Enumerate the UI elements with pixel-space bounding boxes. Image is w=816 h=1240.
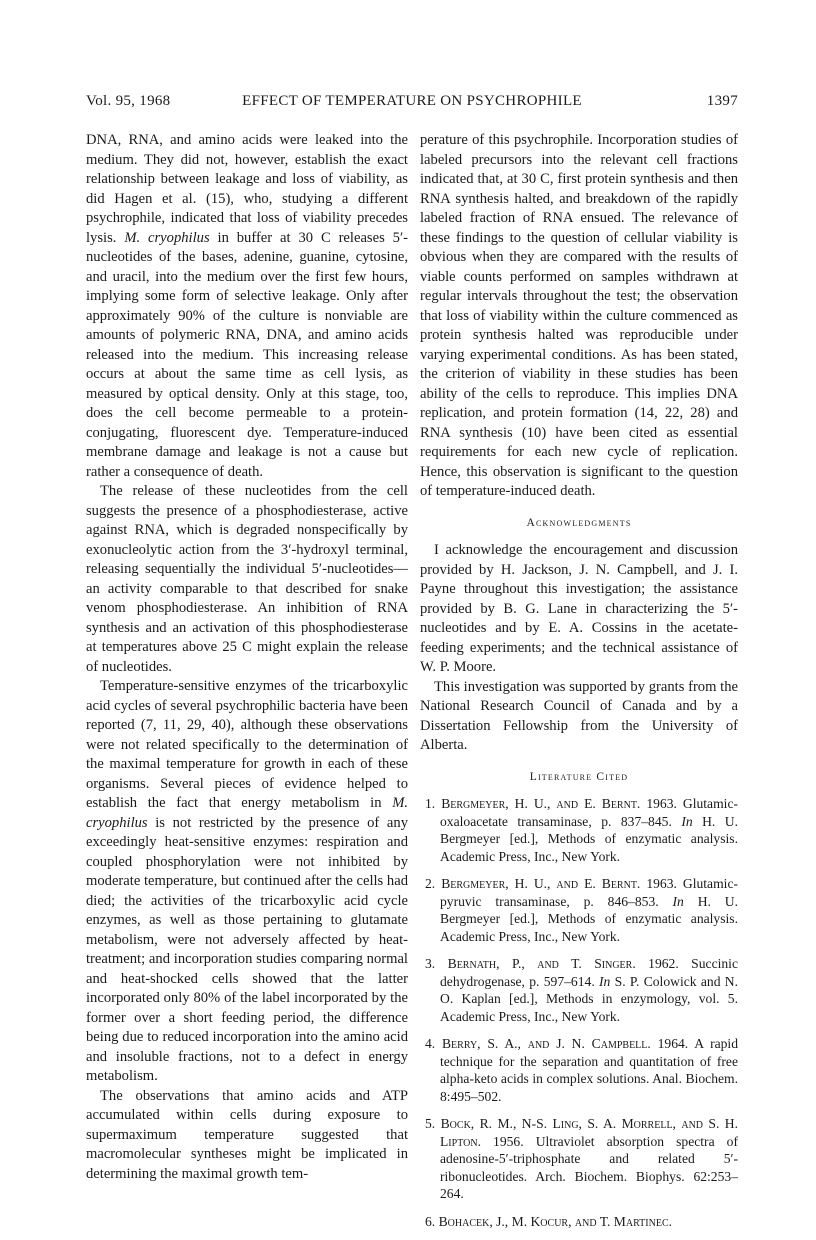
reference-item: 2. Bergmeyer, H. U., and E. Bernt. 1963. Glutamic-pyruvic transaminase, p. 846–853. In H. U. Bergmeyer [ed.], Methods of enzymatic analysis. Academic Press, Inc., New York. xyxy=(425,876,739,944)
volume-label: Vol. 95, 1968 xyxy=(86,93,171,109)
right-column xyxy=(420,131,738,1240)
reference-item: 1. Bergmeyer, H. U., and E. Bernt. 1963. Glutamic-oxaloacetate transaminase, p. 837–845. In H. U. Bergmeyer [ed.], Methods of enzymatic analysis. Academic Press, Inc., New York. xyxy=(425,796,739,864)
left-column xyxy=(86,131,408,1184)
reference-item: 5. Bock, R. M., N-S. Ling, S. A. Morrell, and S. H. Lipton. 1956. Ultraviolet absorption spectra of adenosine-5′-triphosphate and related 5′-ribonucleotides. Arch. Biochem. Biophys. 62:253–264. xyxy=(425,1116,739,1201)
running-header xyxy=(86,93,738,115)
funding-paragraph: This investigation was supported by grants from the National Research Council of Canada and by a Dissertation Fellowship from the University of Alberta. xyxy=(420,678,738,753)
page-number: 1397 xyxy=(706,93,738,109)
paragraph: The release of these nucleotides from the cell suggests the presence of a phosphodiesterase, active against RNA, which is degraded nonspecifically by exonucleolytic action from the 3′-hydroxyl terminal, releasing sequentially the individual 5′-nucleotides—an activity comparable to that described for snake venom phosphodiesterase. An inhibition of RNA synthesis and an activation of this phosphodiesterase at temperatures above 25 C might explain the release of nucleotides. xyxy=(86,483,408,675)
reference-item: 4. Berry, S. A., and J. N. Campbell. 1964. A rapid technique for the separation and quantitation of free alpha-keto acids in complex solutions. Anal. Biochem. 8:495–502. xyxy=(425,1036,738,1104)
paragraph: The observations that amino acids and ATP accumulated within cells during exposure to supermaximum temperature suggested that macromolecular syntheses might be implicated in determining the maximal growth tem- xyxy=(86,1087,408,1182)
reference-item: 6. Bohacek, J., M. Kocur, and T. Martinec. xyxy=(425,1213,673,1229)
reference-item: 3. Bernath, P., and T. Singer. 1962. Succinic dehydrogenase, p. 597–614. In S. P. Colowick and N. O. Kaplan [ed.], Methods in enzymology, vol. 5. Academic Press, Inc., New York. xyxy=(425,956,739,1024)
acknowledgments-paragraph: I acknowledge the encouragement and discussion provided by H. Jackson, J. N. Campbell, and J. I. Payne throughout this investigation; the assistance provided by B. G. Lane in characterizing the 5′-nucleotides and by E. A. Cossins in the acetate-feeding experiments; and the technical assistance of W. P. Moore. xyxy=(420,542,738,675)
reference-list xyxy=(420,795,738,1230)
acknowledgments-heading: Acknowledgments xyxy=(526,516,632,529)
paragraph: DNA, RNA, and amino acids were leaked into the medium. They did not, however, establish the exact relationship between leakage and loss of viability, as did Hagen et al. (15), who, studying a different psychrophile, indicated that loss of viability precedes lysis. M. cryophilus in buffer at 30 C releases 5′-nucleotides of the bases, adenine, guanine, cytosine, and uracil, into the medium over the first few hours, implying some form of selective leakage. Only after approximately 90% of the culture is nonviable are amounts of polymeric RNA, DNA, and amino acids released into the medium. This increasing release occurs at about the same time as cell lysis, as measured by optical density. Only at this stage, too, does the cell become permeable to a protein-conjugating, fluorescent dye. Temperature-induced membrane damage and leakage is not a cause but rather a consequence of death. xyxy=(86,132,408,480)
paragraph: Temperature-sensitive enzymes of the tricarboxylic acid cycles of several psychrophilic bacteria have been reported (7, 11, 29, 40), although these observations were not related specifically to the determination of the maximal temperature for growth in each of these organisms. Several pieces of evidence helped to establish the fact that energy metabolism in M. cryophilus is not restricted by the presence of any exceedingly heat-sensitive enzymes: respiration and coupled phosphorylation were not inhibited by moderate temperature, but continued after the cells had died; the activities of the tricarboxylic acid cycle enzymes, as well as those pertaining to glutamate metabolism, were not adversely affected by heat-treatment; and incorporation studies comparing normal and heat-shocked cells showed that the latter incorporated only 80% of the label incorporated by the former over a short feeding period, the difference being due to reduced incorporation into the amino acid and insoluble fractions, not to a defect in energy metabolism. xyxy=(86,678,408,1084)
running-title: EFFECT OF TEMPERATURE ON PSYCHROPHILE xyxy=(242,93,582,109)
literature-cited-heading: Literature Cited xyxy=(529,770,629,783)
paragraph: perature of this psychrophile. Incorporation studies of labeled precursors into the relevant cell fractions indicated that, at 30 C, first protein synthesis and then RNA synthesis halted, and breakdown of the rapidly labeled fraction of RNA ensued. The relevance of these findings to the question of cellular viability is obvious when they are compared with the results of viable counts performed on samples withdrawn at regular intervals throughout the test; the observation that loss of viability within the culture commenced as protein synthesis halted was reproducible under varying experimental conditions. As has been stated, the criterion of viability in these studies has been ability of the cells to reproduce. This implies DNA replication, and protein formation (14, 22, 28) and RNA synthesis (10) have been cited as essential requirements for each new cycle of replication. Hence, this observation is significant to the question of temperature-induced death. xyxy=(420,132,738,499)
